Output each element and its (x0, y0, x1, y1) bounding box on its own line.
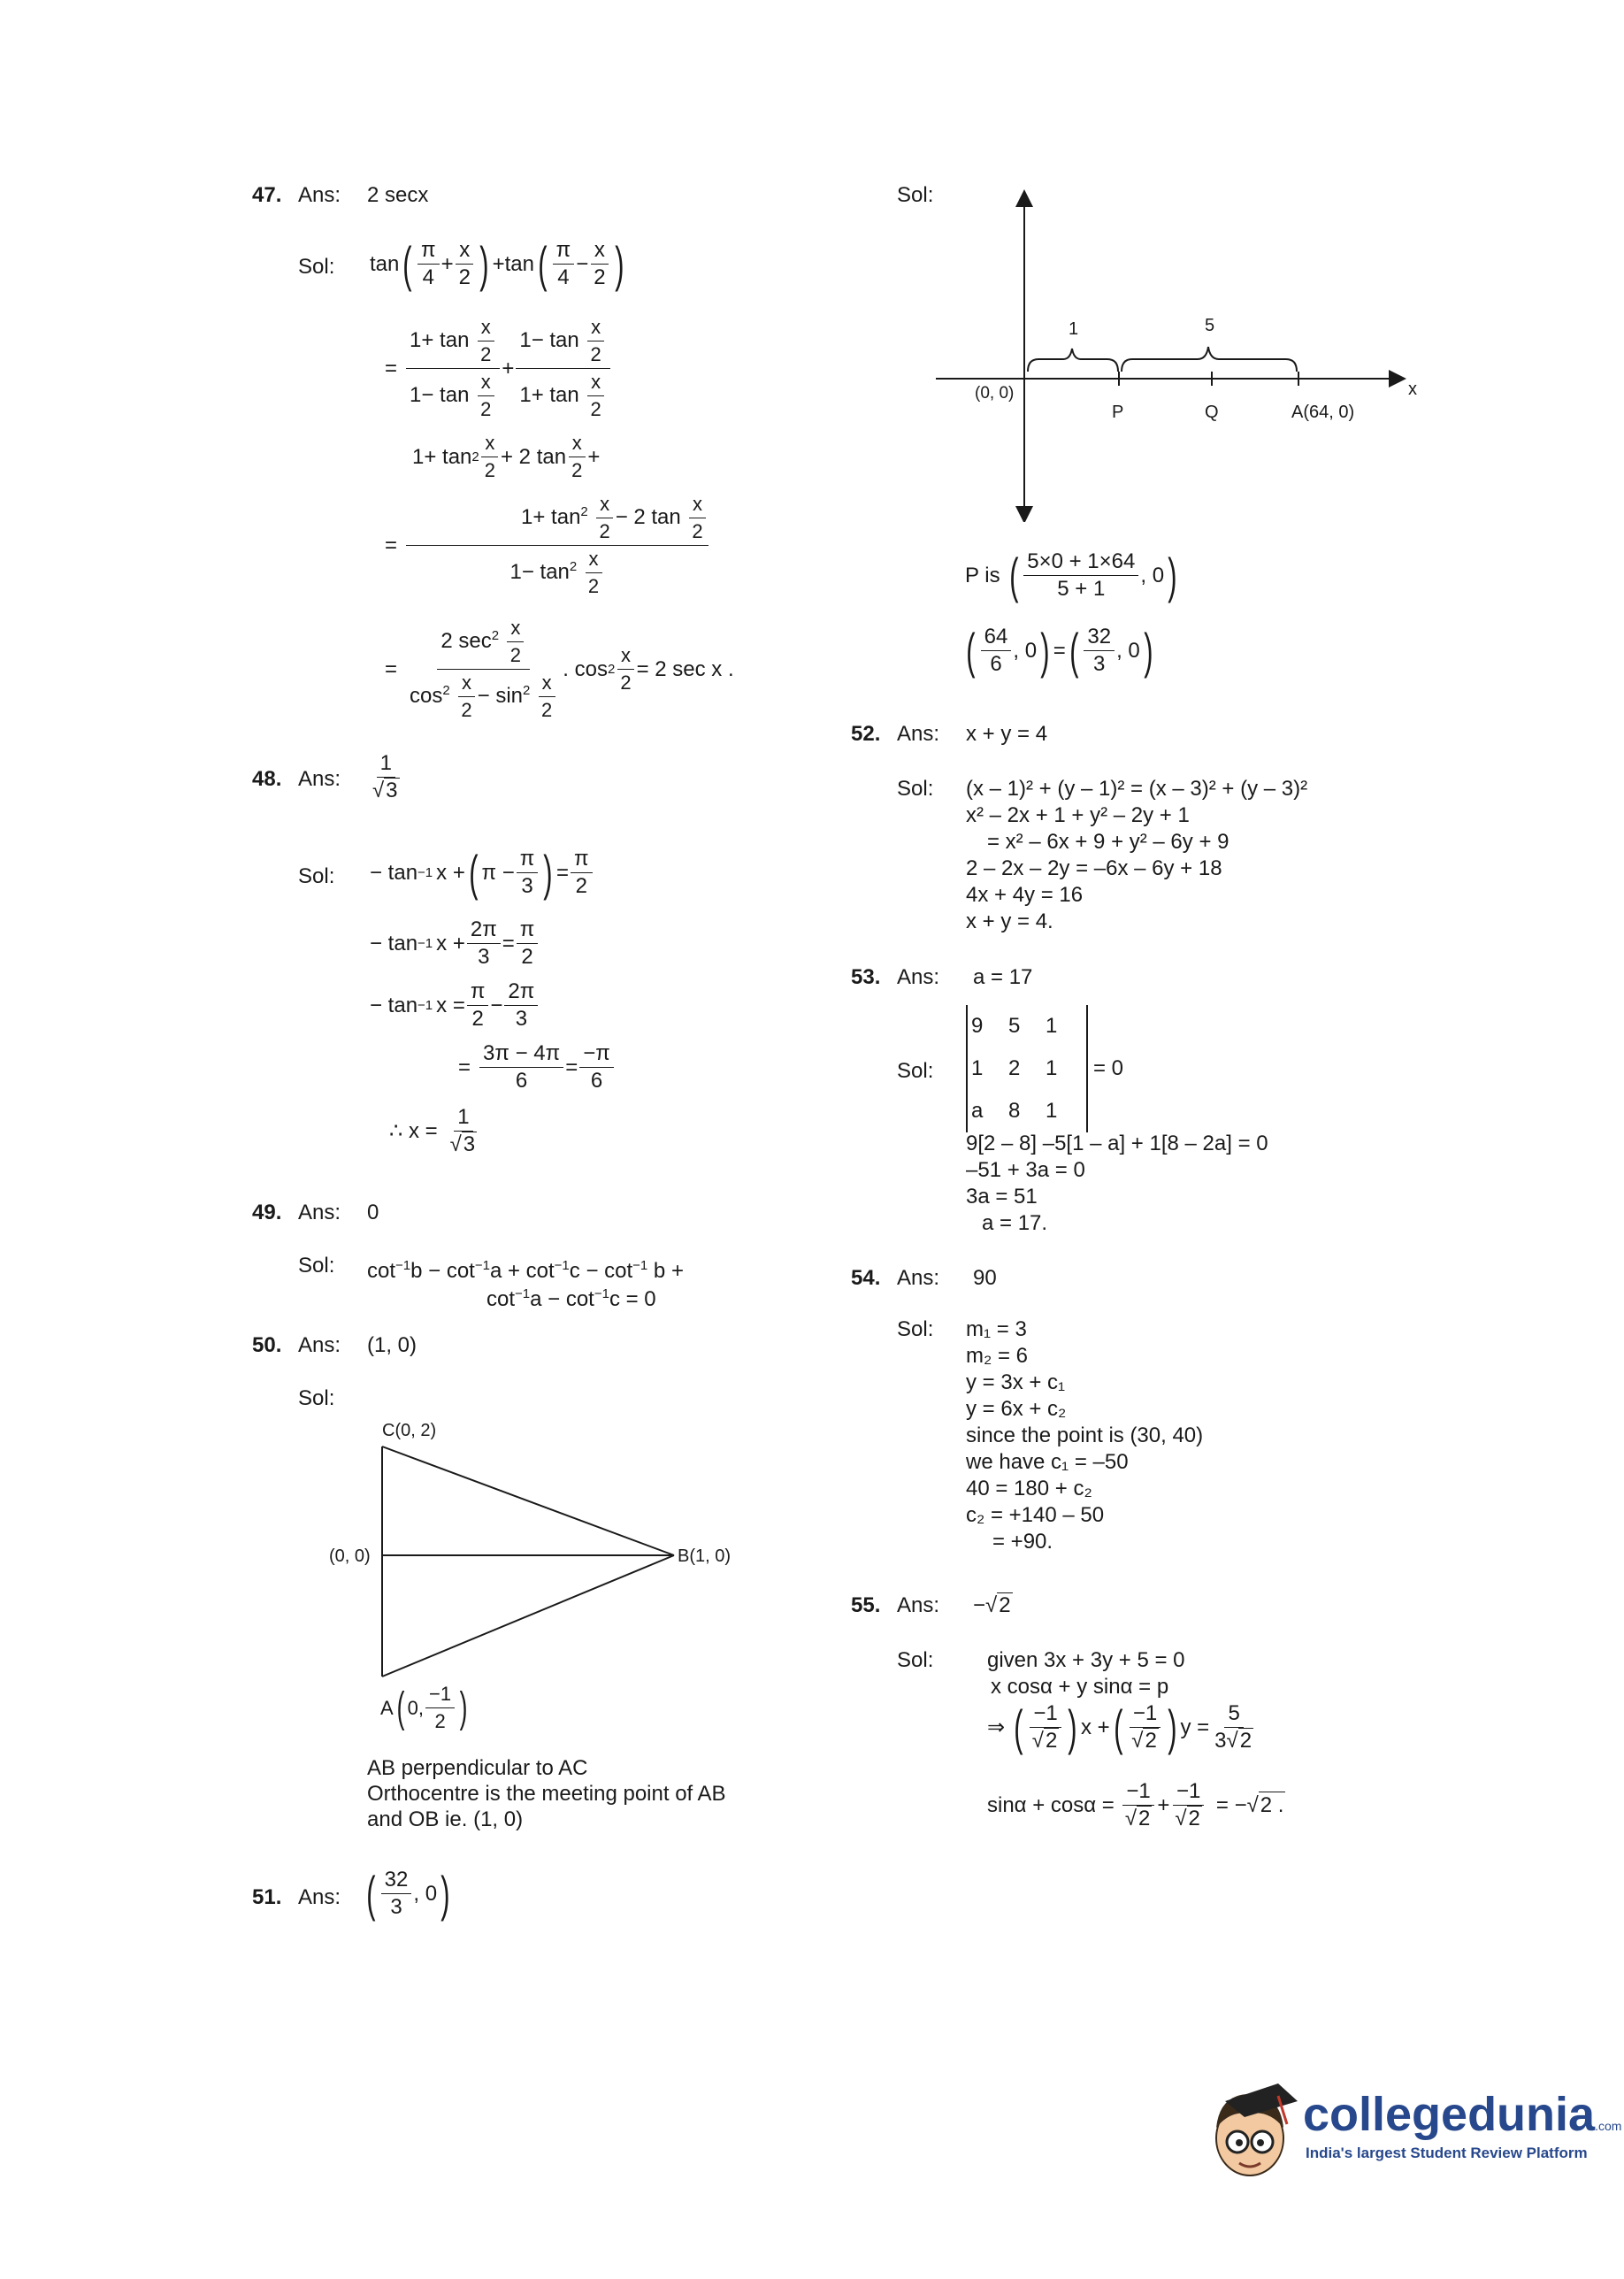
det-cell: 1 (971, 1056, 984, 1080)
q54-ans-label: Ans: (897, 1266, 940, 1290)
q48-line2: − tan −1 x + $\frac{2\pi}{3}$ = $\frac{\pi}{2}$ (370, 917, 540, 971)
q52-line3: = x² – 6x + 9 + y² – 6y + 9 (987, 830, 1229, 854)
q52-line4: 2 – 2x – 2y = –6x – 6y + 18 (966, 856, 1222, 880)
q50-side-ab (382, 1555, 674, 1677)
q51-label-x: x (1408, 380, 1417, 399)
det-cell: 1 (1046, 1056, 1058, 1080)
q51-label-5: 5 (1205, 316, 1215, 335)
q50-label-o: (0, 0) (329, 1546, 371, 1566)
q52-number: 52. (851, 722, 881, 746)
det-cell: a (971, 1099, 984, 1123)
q47-line5-num: 2 $\sec^2$ $\frac{x}{2}$ (437, 615, 530, 670)
q55-number: 55. (851, 1593, 881, 1617)
q48-line3: − tan −1 x = $\frac{\pi}{2}$ − $\frac{2\pi}{3}$ (370, 978, 540, 1032)
q49-ans-label: Ans: (298, 1201, 341, 1224)
q47-sol-label: Sol: (298, 255, 335, 279)
det-cell: 1 (1046, 1099, 1058, 1123)
q47-line2: = 1+ tan $\frac{x}{2}$ 1− tan $\frac{x}{2}$ + 1− tan $\frac{x}{2}$ 1+ tan $\frac{x}{2}$ (385, 314, 612, 423)
q49-line1: $\cot^{-1}b - \cot^{-1}a + \cot^{-1}c - \cot^{-1} b$ + (367, 1258, 684, 1283)
q54-line4: y = 6x + c₂ (966, 1397, 1067, 1421)
q53-sol-block (966, 1131, 1268, 1237)
q55-line2: x cosα + y sinα = p (991, 1675, 1169, 1699)
q47-line4-den: $1- \tan^2$ $\frac{x}{2}$ (507, 546, 609, 600)
q48-line5: ∴ x = $\frac{1}{√3}$ (389, 1105, 476, 1156)
q47-answer: 2 secx (367, 183, 429, 207)
q47-line4: = $1+ \tan^2$ $\frac{x}{2}$ − 2 tan $\frac{x}{2}$ $1- \tan^2$ $\frac{x}{2}$ (385, 491, 710, 600)
q54-sol-label: Sol: (897, 1317, 934, 1341)
q51-result: ( $\frac{64}{6}$ , 0 ) = ( $\frac{32}{3}$ , 0 ) (966, 622, 1153, 679)
q50-ans-label: Ans: (298, 1333, 341, 1357)
brand-name: collegedunia.com (1303, 2088, 1622, 2141)
q47-line4-num: $1+ \tan^2$ $\frac{x}{2}$ − 2 tan $\frac{x}{2}$ (406, 491, 709, 546)
q50-text3: and OB ie. (1, 0) (367, 1807, 524, 1831)
q54-line2: m₂ = 6 (966, 1344, 1029, 1368)
q51-sol-label: Sol: (897, 183, 934, 207)
q47-line3: 1+ tan 2 $\frac{x}{2}$ + 2 tan $\frac{x}{2}$ + (412, 432, 601, 481)
q51-label-a: A(64, 0) (1291, 403, 1355, 422)
q47-number: 47. (252, 183, 282, 207)
q50-text1: AB perpendicular to AC (367, 1756, 588, 1780)
q51-label-origin: (0, 0) (975, 384, 1015, 403)
q47-line1: tan ( $\frac{\pi}{4}$ + $\frac{x}{2}$ ) + tan ( $\frac{\pi}{4}$ − $\frac{x}{2}$ ) (370, 235, 624, 292)
q50-number: 50. (252, 1333, 282, 1357)
q50-text2: Orthocentre is the meeting point of AB (367, 1782, 726, 1806)
q48-ans-label: Ans: (298, 767, 341, 791)
q53-line1: 9[2 – 8] –5[1 – a] + 1[8 – 2a] = 0 (966, 1132, 1268, 1155)
q47-line2-den1: 1− tan $\frac{x}{2}$ (406, 369, 500, 423)
det-cell: 8 (1008, 1099, 1021, 1123)
q49-sol-label: Sol: (298, 1254, 335, 1278)
q54-line5: since the point is (30, 40) (966, 1423, 1204, 1447)
q48-line4: = $\frac{3\pi - 4\pi}{6}$ = $\frac{-\pi}{6}$ (458, 1040, 616, 1094)
q55-sol-label: Sol: (897, 1648, 934, 1672)
q52-answer: x + y = 4 (966, 722, 1048, 746)
q47-line2-num2: 1− tan $\frac{x}{2}$ (516, 314, 609, 369)
q49-number: 49. (252, 1201, 282, 1224)
det-cell: 1 (1046, 1014, 1058, 1038)
q54-answer: 90 (973, 1266, 997, 1290)
q51-brace-1 (1028, 349, 1118, 372)
q49-line2: $\cot^{-1}a - \cot^{-1}c = 0$ (486, 1286, 656, 1311)
q52-line1: (x – 1)² + (y – 1)² = (x – 3)² + (y – 3)² (966, 777, 1308, 801)
q51-ans-label: Ans: (298, 1885, 341, 1909)
brand-tagline: India's largest Student Review Platform (1306, 2145, 1588, 2161)
q51-answer: ( $\frac{32}{3}$ , 0 ) (366, 1865, 450, 1922)
q54-line6: we have c₁ = –50 (966, 1450, 1129, 1474)
q48-number: 48. (252, 767, 282, 791)
q50-label-a: A ( 0, $\frac{-1}{2}$ ) (380, 1683, 468, 1732)
q47-line5: = 2 $\sec^2$ $\frac{x}{2}$ $\cos^2$ $\frac{x}{2}$ − $\sin^2$ $\frac{x}{2}$ . cos 2 $\frac{x}{2}$ = 2 sec x . (385, 615, 734, 724)
q47-line2-num1: 1+ tan $\frac{x}{2}$ (406, 314, 500, 369)
q53-sol-label: Sol: (897, 1059, 934, 1083)
q54-line8: c₂ = +140 – 50 (966, 1503, 1105, 1527)
q55-line3: ⇒ ( $\frac{-1}{√2}$ ) x + ( $\frac{-1}{√2}$ ) y = $\frac{5}{3√2}$ (987, 1699, 1252, 1755)
q53-ans-label: Ans: (897, 965, 940, 989)
q54-line3: y = 3x + c₁ (966, 1370, 1066, 1394)
q54-sol-block (966, 1316, 1203, 1555)
q52-line6: x + y = 4. (966, 909, 1053, 933)
q50-label-c: C(0, 2) (382, 1421, 437, 1440)
q51-brace-5 (1122, 347, 1297, 372)
q55-line4: sinα + cosα = $\frac{-1}{√2}$ + $\frac{-1}{√2}$ = − √ 2 . (987, 1779, 1284, 1830)
q47-ans-label: Ans: (298, 183, 341, 207)
q48-line1: − tan −1 x + ( π − $\frac{\pi}{3}$ ) = $\frac{\pi}{2}$ (370, 846, 594, 900)
q55-answer: −√2 (973, 1593, 1011, 1617)
q53-line4: a = 17. (982, 1211, 1048, 1235)
q51-p-is: P is ( $\frac{5\times 0 + 1\times 64}{5 + 1}$ , 0 ) (965, 547, 1177, 603)
q52-line2: x² – 2x + 1 + y² – 2y + 1 (966, 803, 1190, 827)
q50-label-b: B(1, 0) (678, 1546, 732, 1566)
q52-sol-label: Sol: (897, 777, 934, 801)
q50-sol-label: Sol: (298, 1386, 335, 1410)
q52-ans-label: Ans: (897, 722, 940, 746)
q52-sol-block (966, 776, 1307, 935)
q51-label-p: P (1112, 403, 1124, 422)
q53-determinant: 9 5 1 1 2 1 a 8 1 = 0 (966, 1005, 1123, 1132)
q50-side-cb (382, 1446, 674, 1555)
det-cell: 2 (1008, 1056, 1021, 1080)
q54-line9: = +90. (992, 1530, 1053, 1554)
q50-answer: (1, 0) (367, 1333, 417, 1357)
q53-det-grid (966, 1005, 1088, 1132)
mascot-logo-icon (1199, 2075, 1300, 2185)
q47-line2-den2: 1+ tan $\frac{x}{2}$ (516, 369, 609, 423)
q53-answer: a = 17 (973, 965, 1033, 989)
q51-label-q: Q (1205, 403, 1219, 422)
q52-line5: 4x + 4y = 16 (966, 883, 1084, 907)
q53-number: 53. (851, 965, 881, 989)
q48-sol-label: Sol: (298, 864, 335, 888)
q55-line1: given 3x + 3y + 5 = 0 (987, 1648, 1185, 1672)
q54-line1: m₁ = 3 (966, 1317, 1027, 1341)
q54-number: 54. (851, 1266, 881, 1290)
q53-line3: 3a = 51 (966, 1185, 1038, 1209)
det-cell: 5 (1008, 1014, 1021, 1038)
q51-number-line-graph (920, 186, 1433, 522)
q47-line5-den: $\cos^2$ $\frac{x}{2}$ − $\sin^2$ $\frac{x}{2}$ (406, 670, 561, 724)
q54-line7: 40 = 180 + c₂ (966, 1477, 1092, 1500)
q55-ans-label: Ans: (897, 1593, 940, 1617)
q53-line2: –51 + 3a = 0 (966, 1158, 1085, 1182)
q49-answer: 0 (367, 1201, 379, 1224)
q48-answer: $\frac{1}{√3}$ (372, 751, 398, 802)
det-cell: 9 (971, 1014, 984, 1038)
q51-label-1: 1 (1069, 319, 1079, 339)
q51-number: 51. (252, 1885, 282, 1909)
